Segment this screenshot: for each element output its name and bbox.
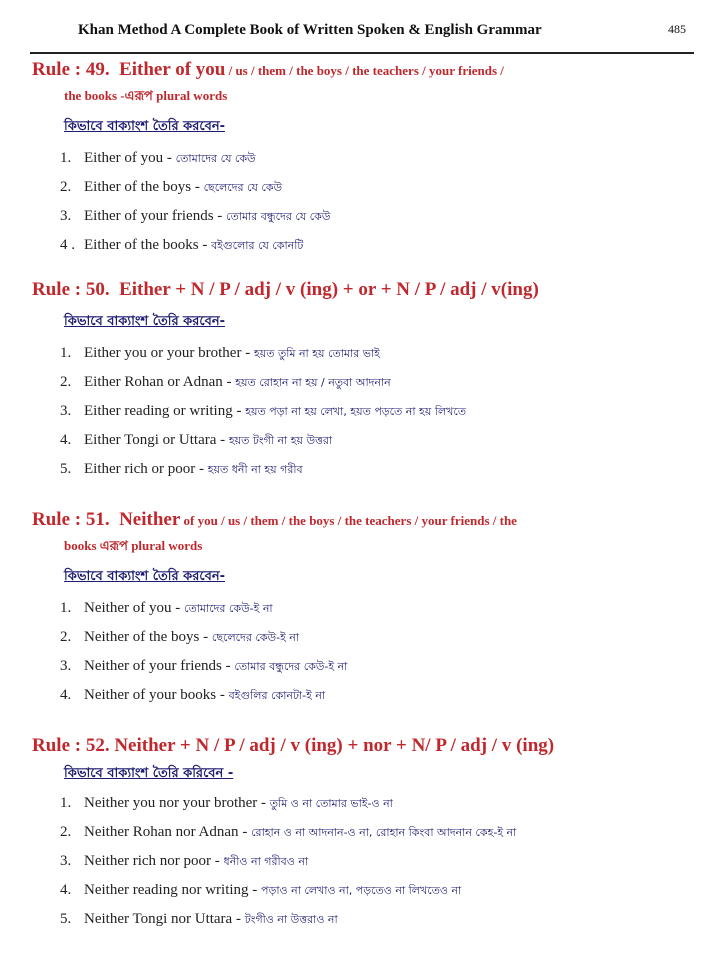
item-english: Neither of your books (84, 687, 217, 703)
item-number: 4. (60, 432, 72, 448)
book-title: Khan Method A Complete Book of Written Spoken & English Grammar (78, 22, 542, 38)
item-english: Neither of the boys (84, 629, 200, 645)
item-bengali: হয়ত রোহান না হয় / নতুবা আদনান (235, 376, 391, 389)
list-item: 3. Neither of your friends - তোমার বন্ধুদের কেউ-ই না (60, 652, 702, 681)
item-number: 5. (60, 911, 72, 927)
page-header (0, 12, 720, 42)
list-item: 1. Neither you nor your brother - তুমি ও না তোমার ভাই-ও না (60, 789, 702, 818)
rule-label: Rule : 51. (32, 509, 110, 530)
list-item: 3. Either reading or writing - হয়ত পড়া না হয় লেখা, হয়ত পড়তে না হয় লিখতে (60, 397, 702, 426)
item-number: 1. (60, 345, 72, 361)
example-list (32, 339, 702, 484)
how-to-heading: কিভাবে বাক্যাংশ তৈরি করবেন- (64, 119, 225, 134)
rule-label: Rule : 52. (32, 735, 110, 756)
page-number: 485 (668, 22, 686, 36)
rule-50 (32, 278, 702, 484)
rule-main: Neither (119, 509, 181, 530)
item-bengali: হয়ত টংগী না হয় উত্তরা (228, 434, 333, 447)
rule-52 (32, 734, 702, 934)
item-number: 1. (60, 795, 72, 811)
item-english: Neither of your friends (84, 658, 222, 674)
header-divider (30, 52, 694, 54)
rule-continuation: books এরূপ plural words (64, 538, 203, 553)
item-bengali: বইগুলির কোনটা-ই না (228, 689, 326, 702)
item-bengali: টংগীও না উত্তরাও না (244, 913, 338, 926)
item-english: Either reading or writing (84, 403, 233, 419)
rule-label: Rule : 50. (32, 279, 110, 300)
rule-title (32, 734, 702, 758)
item-english: Either you or your brother (84, 345, 242, 361)
item-bengali: ধনীও না গরীবও না (223, 855, 309, 868)
item-number: 4. (60, 882, 72, 898)
list-item: 3. Neither rich nor poor - ধনীও না গরীবও না (60, 847, 702, 876)
item-number: 3. (60, 208, 72, 224)
rule-title (32, 278, 702, 302)
item-bengali: ছেলেদের কেউ-ই না (211, 631, 300, 644)
item-bengali: বইগুলোর যে কোনটি (211, 239, 304, 252)
rule-rest: of you / us / them / the boys / the teachers / your friends / the (180, 513, 517, 528)
item-bengali: ছেলেদের যে কেউ (203, 181, 283, 194)
item-number: 3. (60, 658, 72, 674)
item-number: 3. (60, 403, 72, 419)
example-list (32, 594, 702, 710)
item-bengali: হয়ত পড়া না হয় লেখা, হয়ত পড়তে না হয় লিখতে (245, 405, 467, 418)
item-bengali: তোমার বন্ধুদের যে কেউ (226, 210, 331, 223)
list-item: 4. Neither of your books - বইগুলির কোনটা-ই না (60, 681, 702, 710)
list-item: 2. Either Rohan or Adnan - হয়ত রোহান না হয় / নতুবা আদনান (60, 368, 702, 397)
list-item: 1. Either of you - তোমাদের যে কেউ (60, 144, 702, 173)
item-english: Either of your friends (84, 208, 214, 224)
item-number: 4 . (60, 237, 75, 253)
list-item: 3. Either of your friends - তোমার বন্ধুদের যে কেউ (60, 202, 702, 231)
rule-51 (32, 508, 702, 710)
list-item: 2. Neither Rohan nor Adnan - রোহান ও না আদনান-ও না, রোহান কিংবা আদনান কেহ-ই না (60, 818, 702, 847)
rule-main: Either + N / P / adj / v (ing) + or + N / P / adj / v(ing) (119, 279, 539, 300)
rule-main: Neither + N / P / adj / v (ing) + nor + N/ P / adj / v (ing) (114, 735, 555, 756)
item-bengali: তোমাদের কেউ-ই না (183, 602, 273, 615)
item-english: Neither Rohan nor Adnan (84, 824, 239, 840)
item-english: Neither Tongi nor Uttara (84, 911, 233, 927)
item-english: Either of the boys (84, 179, 192, 195)
list-item: 1. Neither of you - তোমাদের কেউ-ই না (60, 594, 702, 623)
item-bengali: তোমার বন্ধুদের কেউ-ই না (234, 660, 348, 673)
item-bengali: হয়ত তুমি না হয় তোমার ভাই (253, 347, 380, 360)
item-english: Either Rohan or Adnan (84, 374, 223, 390)
item-number: 2. (60, 629, 72, 645)
item-english: Neither rich nor poor (84, 853, 212, 869)
item-number: 1. (60, 600, 72, 616)
item-number: 1. (60, 150, 72, 166)
item-english: Neither of you (84, 600, 172, 616)
item-number: 2. (60, 374, 72, 390)
list-item: 4. Neither reading nor writing - পড়াও না লেখাও না, পড়তেও না লিখতেও না (60, 876, 702, 905)
example-list (32, 789, 702, 934)
how-to-heading: কিভাবে বাক্যাংশ তৈরি করবেন- (64, 314, 225, 329)
rule-label: Rule : 49. (32, 59, 110, 80)
list-item: 2. Either of the boys - ছেলেদের যে কেউ (60, 173, 702, 202)
example-list (32, 144, 702, 260)
list-item: 5. Either rich or poor - হয়ত ধনী না হয় গরীব (60, 455, 702, 484)
item-bengali: হয়ত ধনী না হয় গরীব (207, 463, 303, 476)
item-english: Neither you nor your brother (84, 795, 258, 811)
item-number: 4. (60, 687, 72, 703)
item-bengali: তোমাদের যে কেউ (175, 152, 256, 165)
item-number: 3. (60, 853, 72, 869)
item-english: Either Tongi or Uttara (84, 432, 217, 448)
rule-rest: / us / them / the boys / the teachers / your friends / (225, 63, 504, 78)
item-bengali: রোহান ও না আদনান-ও না, রোহান কিংবা আদনান কেহ-ই না (251, 826, 517, 839)
item-bengali: পড়াও না লেখাও না, পড়তেও না লিখতেও না (261, 884, 462, 897)
list-item: 5. Neither Tongi nor Uttara - টংগীও না উত্তরাও না (60, 905, 702, 934)
list-item: 4. Either Tongi or Uttara - হয়ত টংগী না হয় উত্তরা (60, 426, 702, 455)
how-to-heading: কিভাবে বাক্যাংশ তৈরি করিবেন - (64, 766, 234, 781)
item-bengali: তুমি ও না তোমার ভাই-ও না (269, 797, 393, 810)
list-item: 4 . Either of the books - বইগুলোর যে কোনটি (60, 231, 702, 260)
rule-main: Either of you (119, 59, 226, 80)
how-to-heading: কিভাবে বাক্যাংশ তৈরি করবেন- (64, 569, 225, 584)
item-english: Either of the books (84, 237, 199, 253)
item-number: 2. (60, 179, 72, 195)
rule-49 (32, 58, 702, 260)
list-item: 1. Either you or your brother - হয়ত তুমি না হয় তোমার ভাই (60, 339, 702, 368)
list-item: 2. Neither of the boys - ছেলেদের কেউ-ই না (60, 623, 702, 652)
rule-title (32, 58, 702, 83)
item-english: Either of you (84, 150, 164, 166)
item-number: 2. (60, 824, 72, 840)
item-number: 5. (60, 461, 72, 477)
item-english: Neither reading nor writing (84, 882, 249, 898)
rule-title (32, 508, 702, 533)
rule-continuation: the books -এরূপ plural words (64, 88, 228, 103)
item-english: Either rich or poor (84, 461, 196, 477)
